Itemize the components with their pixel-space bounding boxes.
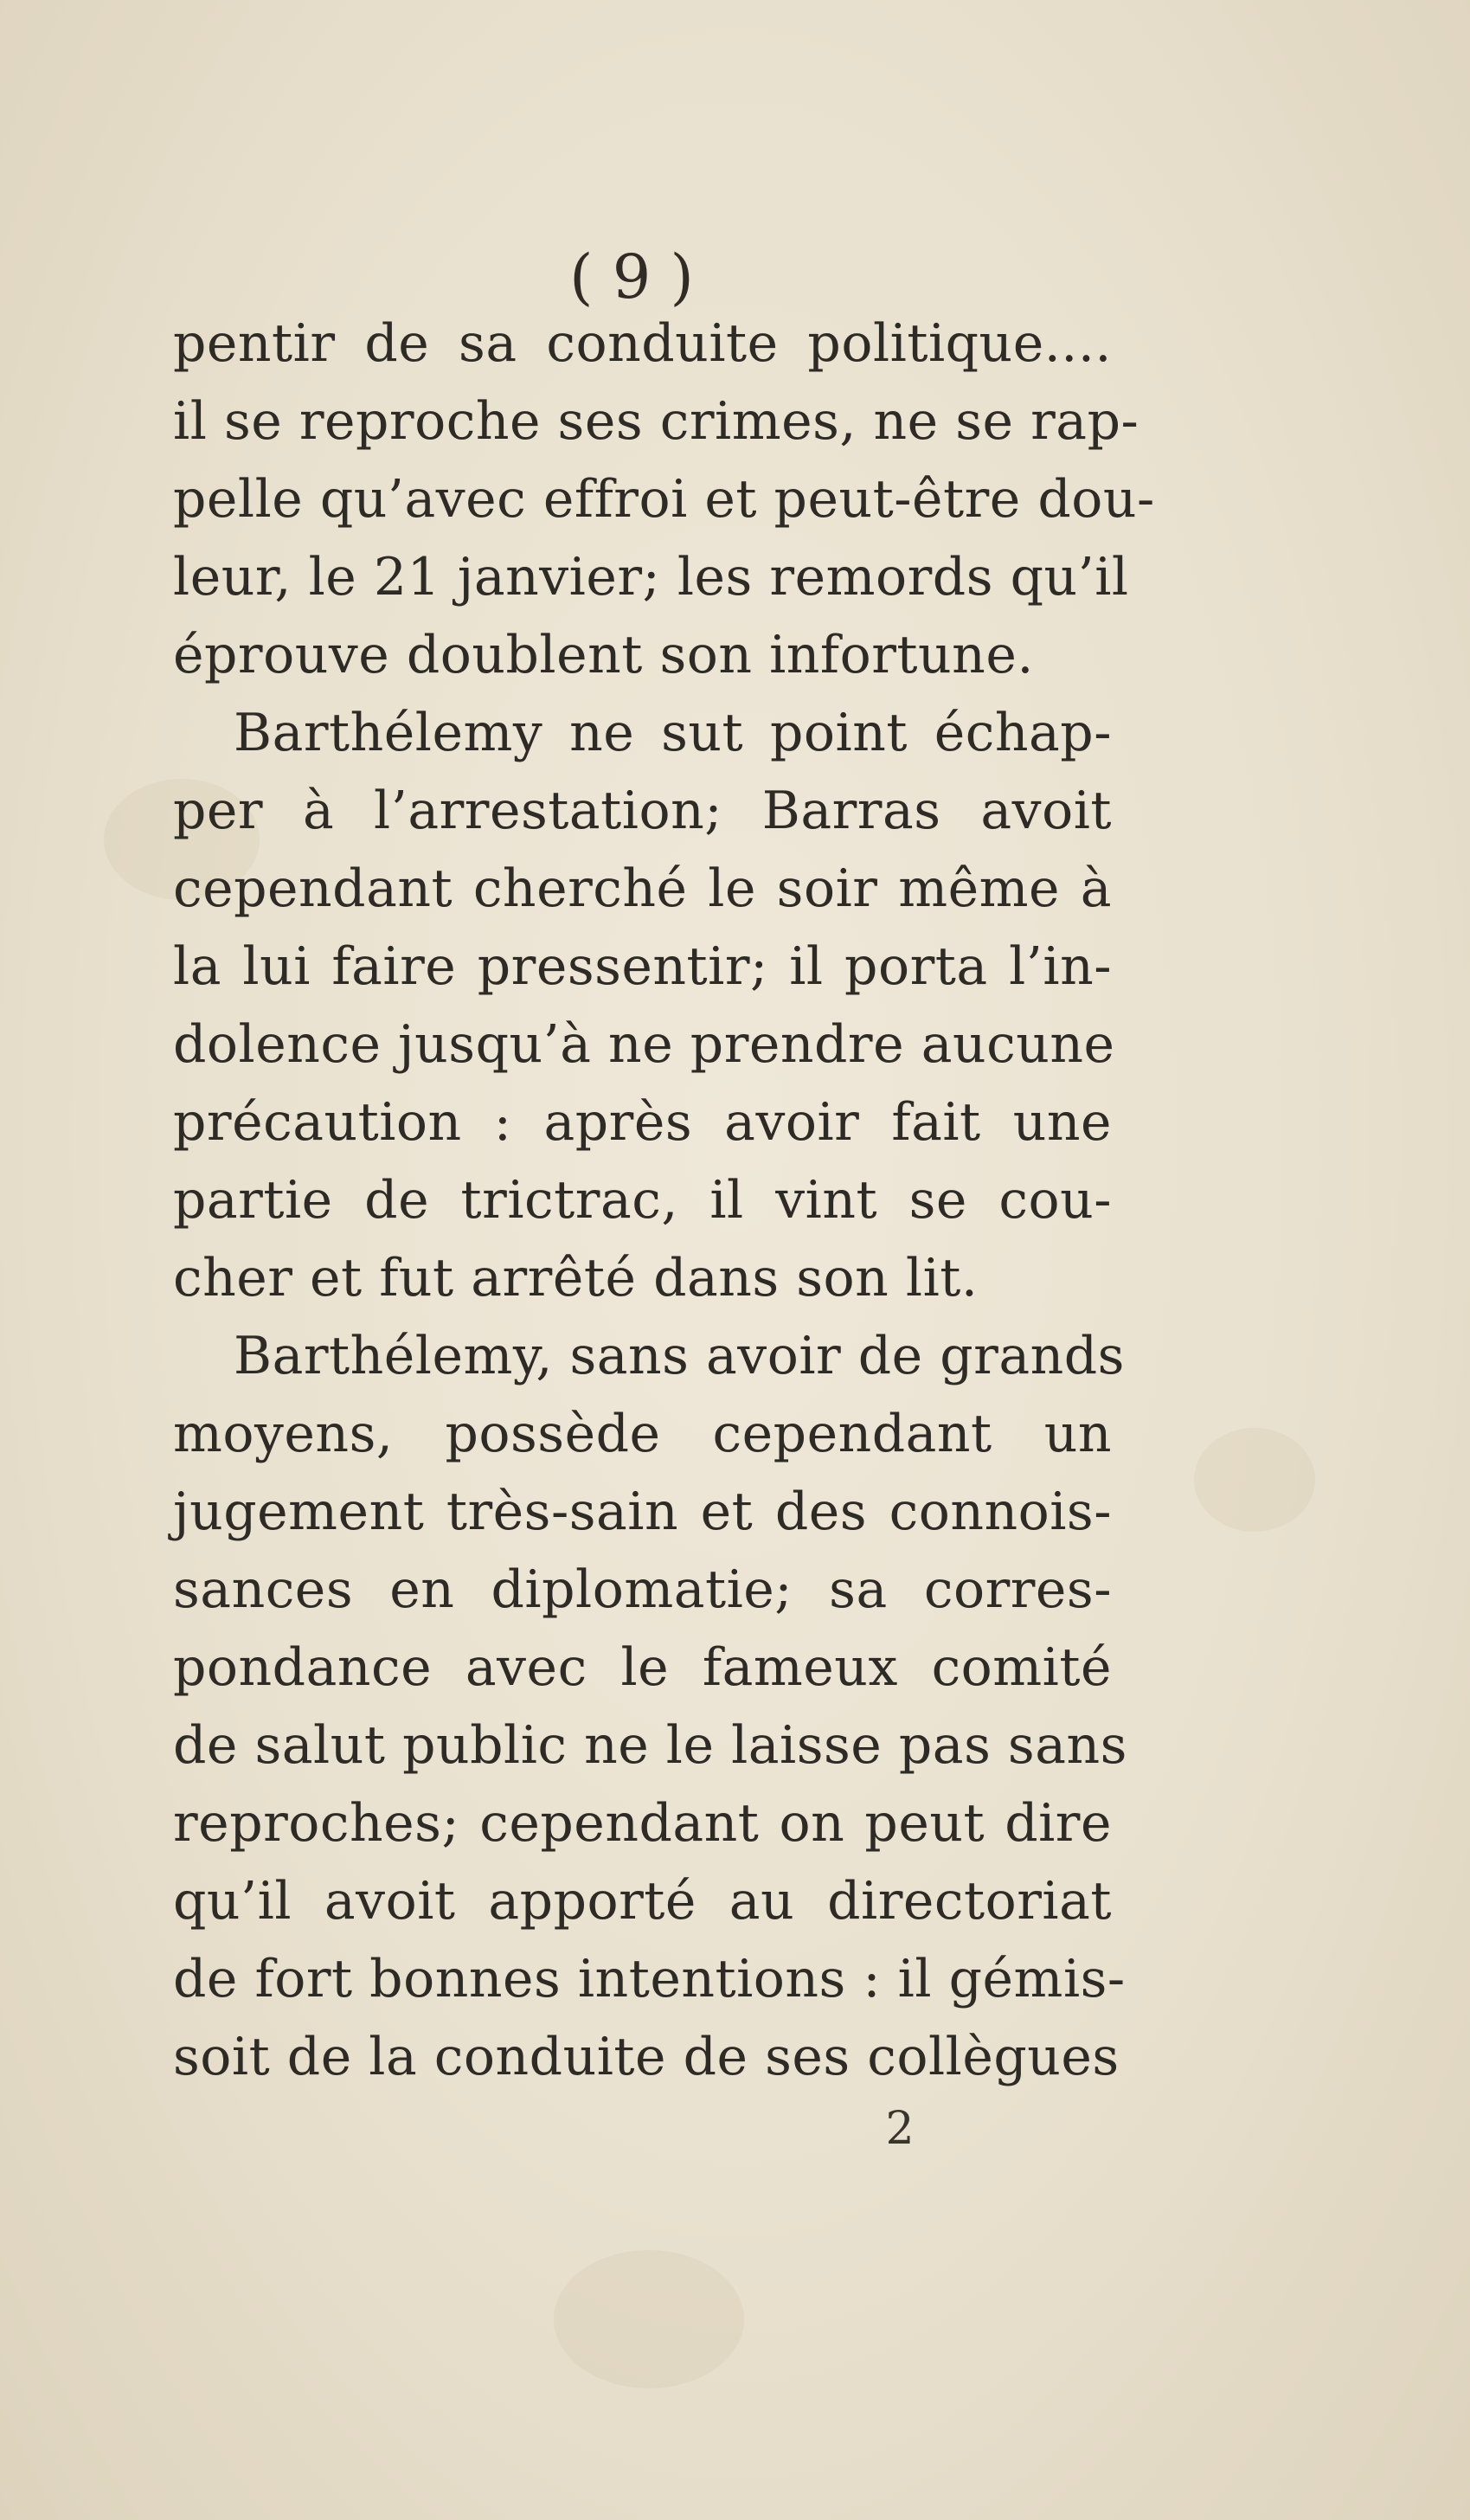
text-line: pentir de sa conduite politique.... (173, 313, 1112, 374)
text-line: la lui faire pressentir; il porta l’in- (173, 936, 1112, 997)
text-line: moyens, possède cependant un (173, 1404, 1112, 1464)
text-line: cher et fut arrêté dans son lit. (173, 1248, 979, 1308)
text-line: pelle qu’avec effroi et peut-être dou- (173, 469, 1155, 530)
text-line: reproches; cependant on peut dire (173, 1793, 1112, 1854)
text-line: dolence jusqu’à ne prendre aucune (173, 1014, 1115, 1075)
paragraph-start-line: Barthélemy, sans avoir de grands (234, 1326, 1125, 1386)
text-line: précaution : après avoir fait une (173, 1092, 1112, 1153)
text-line: sances en diplomatie; sa corres- (173, 1559, 1112, 1620)
text-line: de fort bonnes intentions : il gémis- (173, 1949, 1126, 2009)
text-line: partie de trictrac, il vint se cou- (173, 1170, 1112, 1231)
text-line: soit de la conduite de ses collègues (173, 2027, 1120, 2087)
page-number: ( 9 ) (569, 241, 694, 312)
text-line: jugement très-sain et des connois- (173, 1482, 1112, 1542)
text-line: per à l’arrestation; Barras avoit (173, 781, 1112, 841)
body-text (173, 305, 1155, 2096)
text-line: pondance avec le fameux comité (173, 1637, 1112, 1698)
paragraph-start-line: Barthélemy ne sut point échap- (234, 703, 1112, 763)
signature-mark: 2 (885, 2103, 915, 2155)
foxing-stain (1194, 1428, 1315, 1532)
foxing-stain (554, 2250, 744, 2388)
text-line: qu’il avoit apporté au directoriat (173, 1871, 1112, 1932)
text-line: leur, le 21 janvier; les remords qu’il (173, 547, 1129, 608)
text-line: de salut public ne le laisse pas sans (173, 1715, 1127, 1776)
text-line: cependant cherché le soir même à (173, 858, 1112, 919)
text-line: il se reproche ses crimes, ne se rap- (173, 391, 1139, 452)
text-line: éprouve doublent son infortune. (173, 625, 1034, 685)
